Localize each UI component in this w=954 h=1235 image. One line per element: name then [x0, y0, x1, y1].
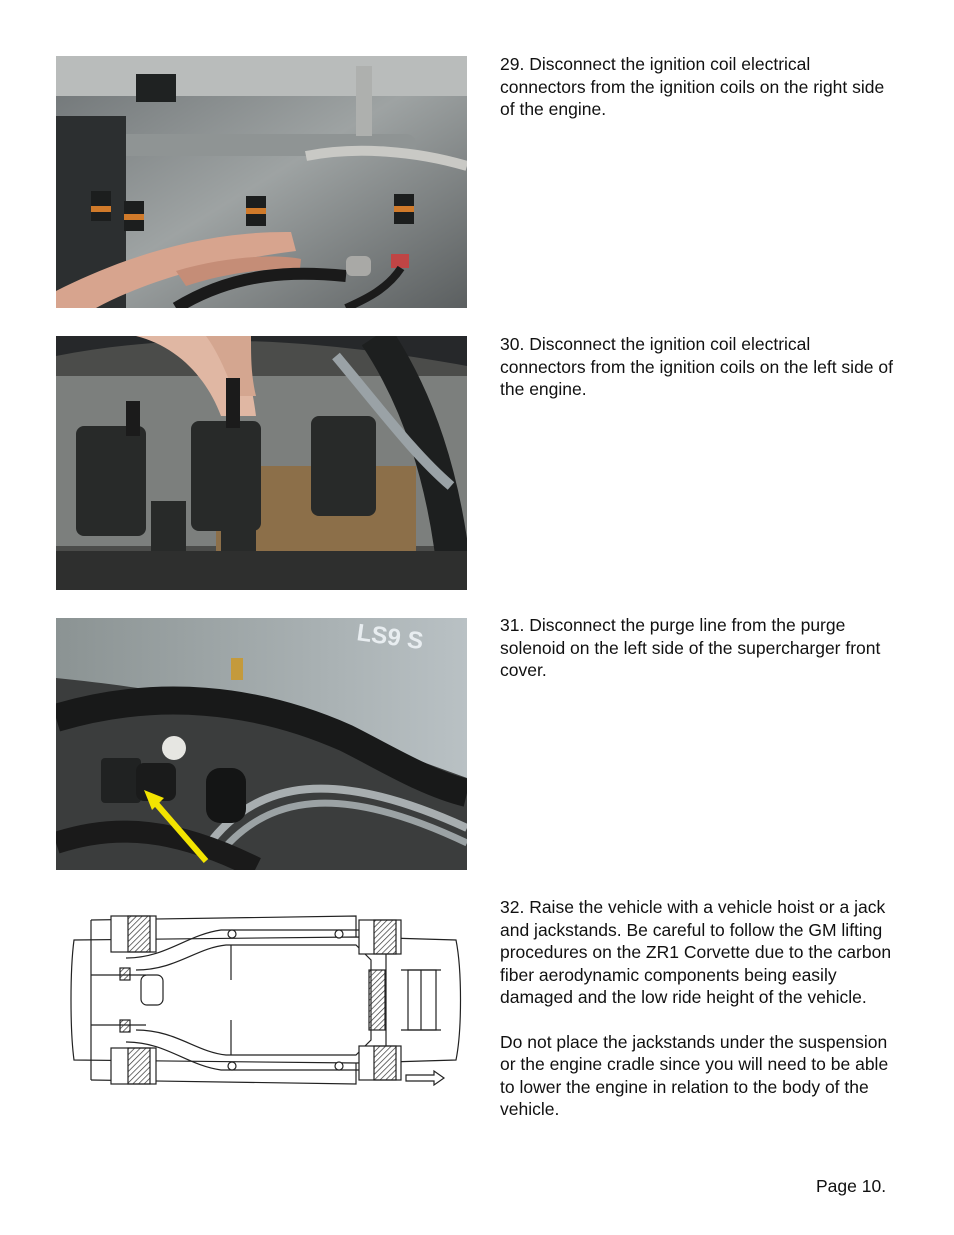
- step-29: [500, 53, 900, 121]
- step-32-text: 32. Raise the vehicle with a vehicle hoist or a jack and jackstands. Be careful to follow the GM lifting procedures on the ZR1 Corvette due to the carbon fiber aerodynamic components being easily damaged and the low ride height of the vehicle.: [500, 897, 892, 1007]
- step-32-note: Do not place the jackstands under the suspension or the engine cradle since you will need to be able to lower the engine in relation to the body of the vehicle.: [500, 1031, 889, 1119]
- page-number: Page 10.: [816, 1176, 887, 1196]
- step-31: [500, 614, 900, 682]
- photo-purge-solenoid: [56, 618, 467, 870]
- photo-right-coil-connectors: [56, 56, 467, 308]
- step-30: [500, 333, 900, 401]
- step-30-text: 30. Disconnect the ignition coil electrical connectors from the ignition coils on the left side of the engine.: [500, 334, 893, 399]
- step-29-text: 29. Disconnect the ignition coil electrical connectors from the ignition coils on the right side of the engine.: [500, 54, 885, 119]
- step-32: [500, 896, 900, 1121]
- vehicle-lift-point-diagram: [56, 900, 467, 1100]
- photo-left-coil-connectors: [56, 336, 467, 590]
- engine-cover-lettering: LS9 S: [355, 619, 425, 656]
- step-31-text: 31. Disconnect the purge line from the purge solenoid on the left side of the supercharger front cover.: [500, 615, 881, 680]
